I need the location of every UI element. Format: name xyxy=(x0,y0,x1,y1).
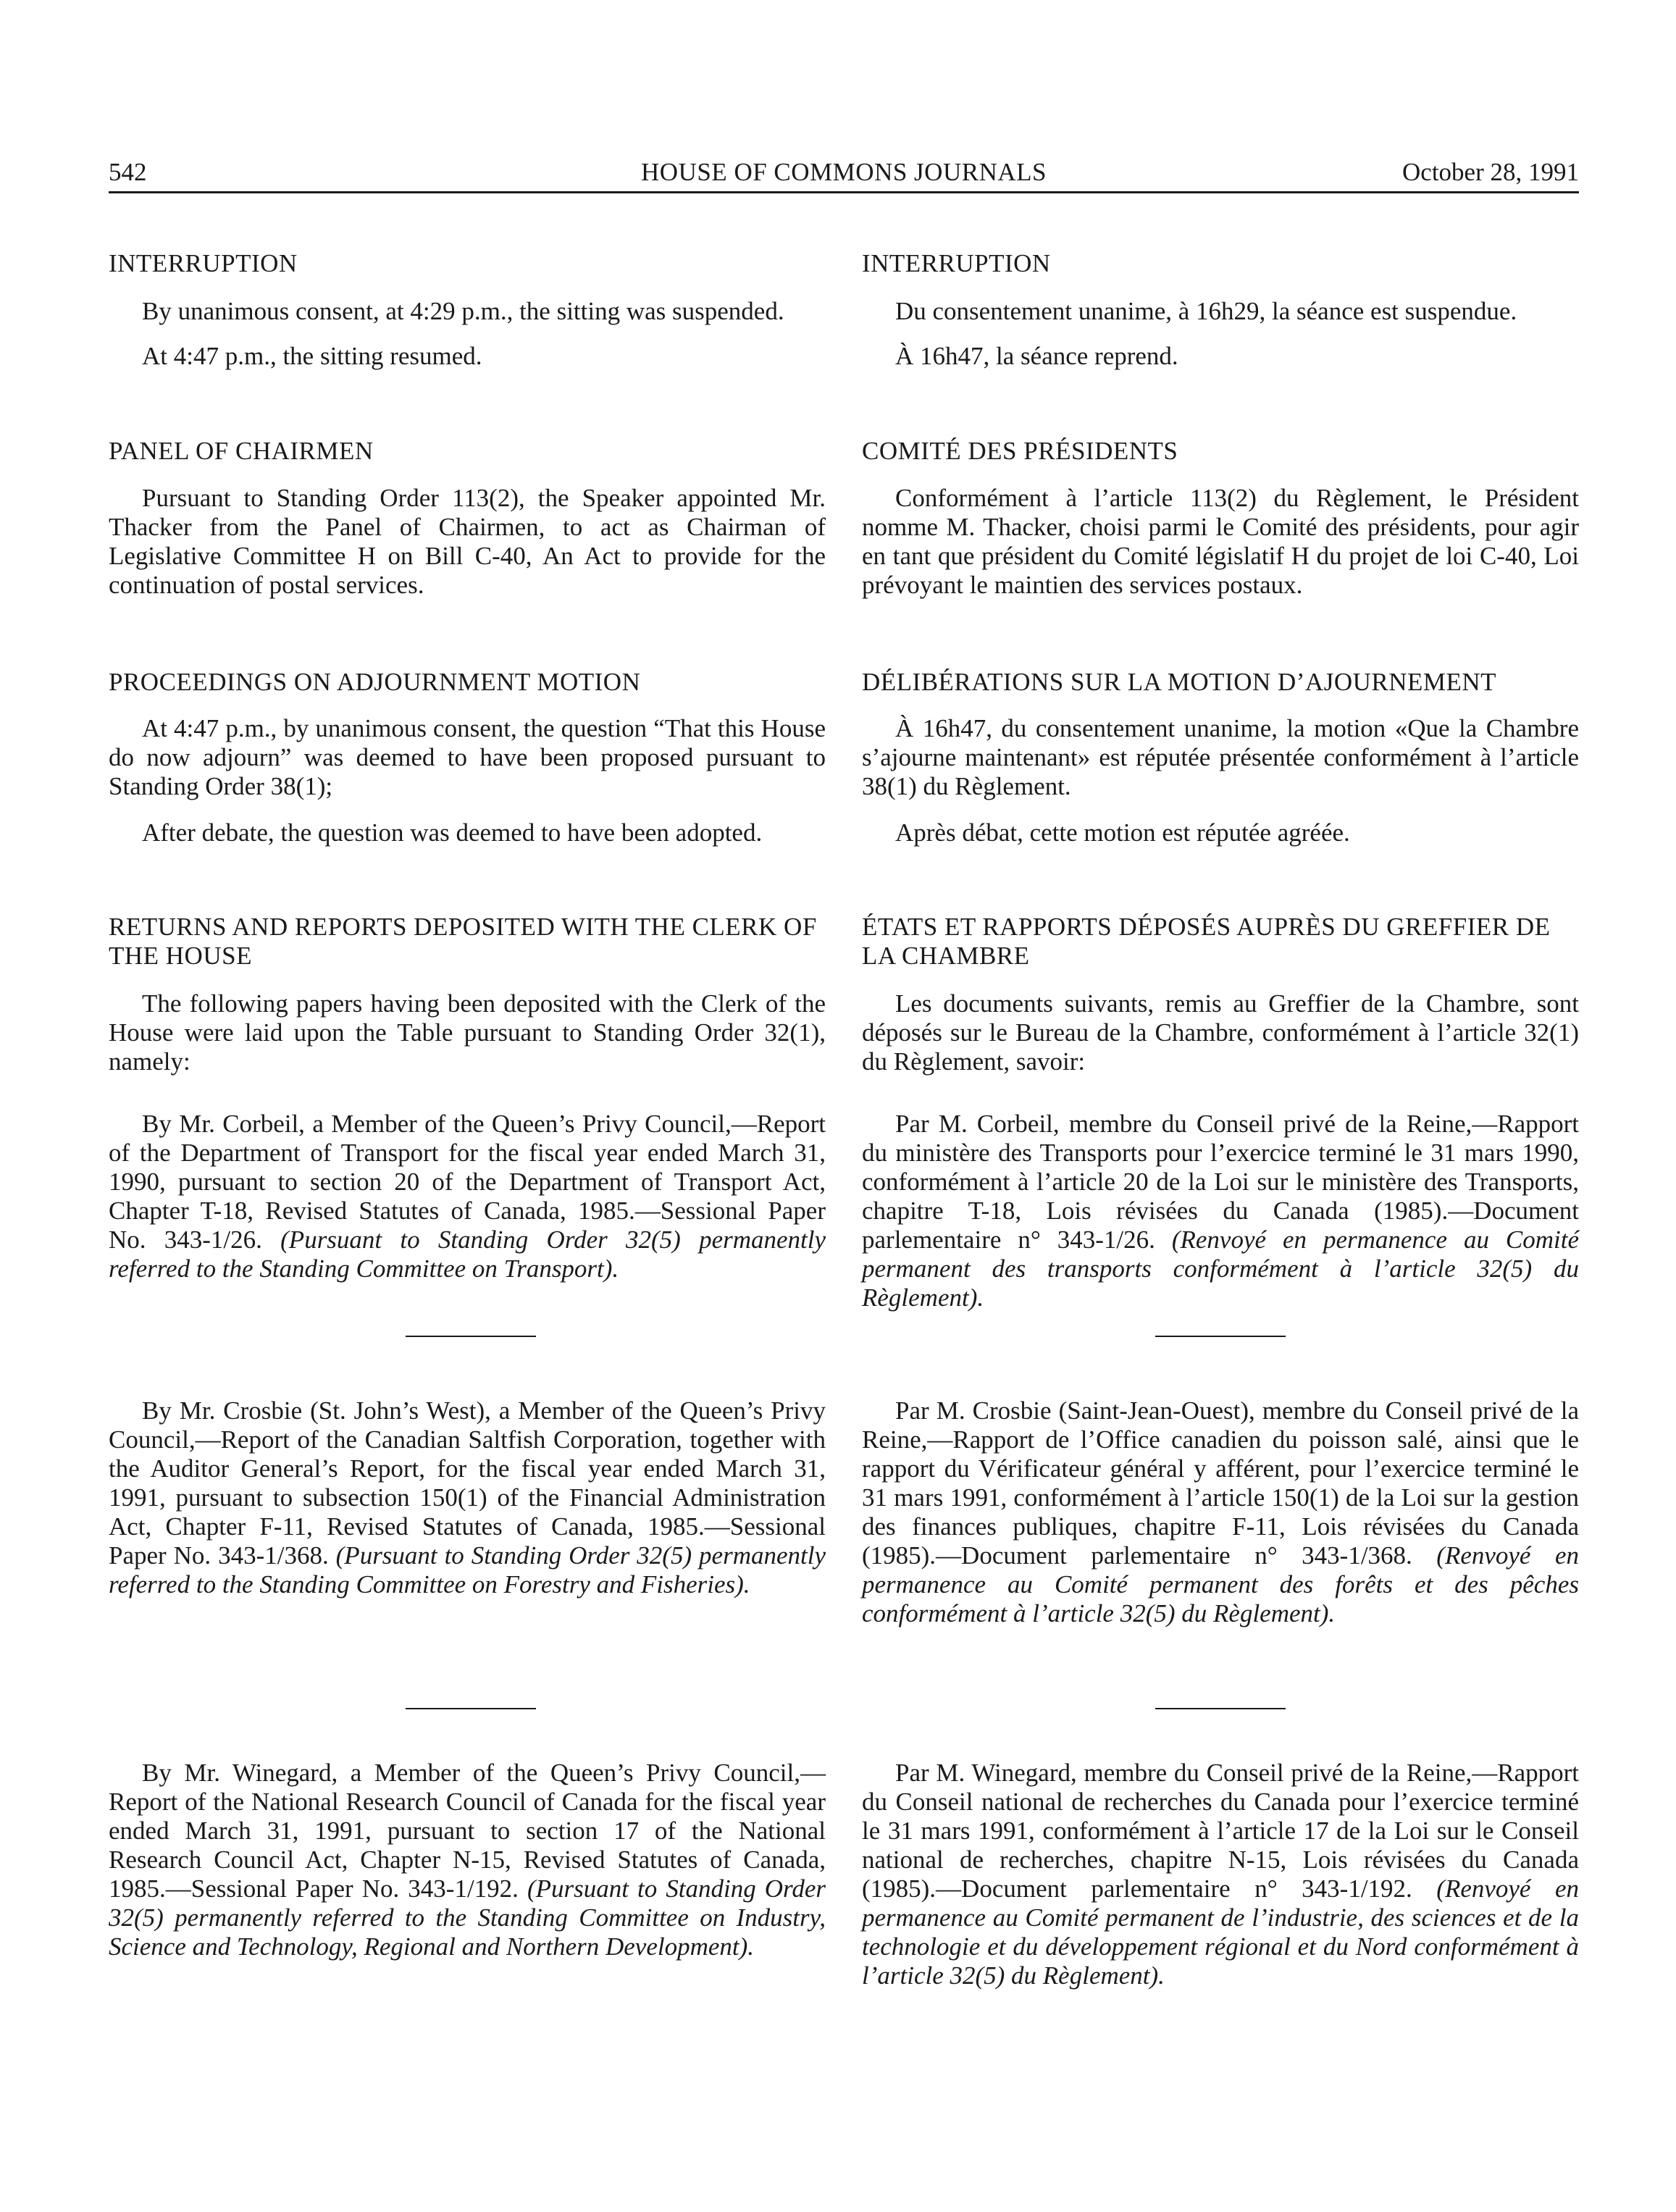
crosbie-referral-fr: (Renvoyé en permanence au Comité permanent des forêts et des pêches conformément à l’article 32(5) du Règlement). xyxy=(862,1541,1579,1627)
corbeil-referral: (Pursuant to Standing Order 32(5) permanently referred to the Standing Committee on Transport). xyxy=(109,1226,826,1283)
separator-rule xyxy=(1155,1708,1286,1709)
interruption-paragraph-1-fr: Du consentement unanime, à 16h29, la séance est suspendue. xyxy=(895,297,1517,325)
panel-heading: PANEL OF CHAIRMEN xyxy=(109,437,374,465)
winegard-text: By Mr. Winegard, a Member of the Queen’s Privy Council,—Report of the National Research Council of Canada for the fiscal year ended March 31, 1991, pursuant to section 17 of the National Research Council Act, Chapter N-15, Revised Statutes of Canada, 1985.—Sessional Paper No. 343-1/192. xyxy=(109,1759,826,1903)
crosbie-referral: (Pursuant to Standing Order 32(5) permanently referred to the Standing Committee on Forestry and Fisheries). xyxy=(109,1541,826,1599)
interruption-paragraph-2: At 4:47 p.m., the sitting resumed. xyxy=(142,342,482,370)
journal-title: HOUSE OF COMMONS JOURNALS xyxy=(641,158,1047,186)
winegard-entry xyxy=(109,1759,826,1961)
corbeil-entry xyxy=(109,1110,826,1283)
sitting-date: October 28, 1991 xyxy=(1402,158,1579,186)
separator-rule xyxy=(406,1708,536,1709)
adjournment-heading: PROCEEDINGS ON ADJOURNMENT MOTION xyxy=(109,668,641,696)
corbeil-text: By Mr. Corbeil, a Member of the Queen’s Privy Council,—Report of the Department of Transport for the fiscal year ended March 31, 1990, pursuant to section 20 of the Department of Transport Act, Chapter T-18, Revised Statutes of Canada, 1985.—Sessional Paper No. 343-1/26. xyxy=(109,1110,826,1254)
page-number: 542 xyxy=(109,158,147,186)
adjournment-heading-fr: DÉLIBÉRATIONS SUR LA MOTION D’AJOURNEMENT xyxy=(862,668,1497,696)
returns-intro: The following papers having been deposited with the Clerk of the House were laid upon the Table pursuant to Standing Order 32(1), namely: xyxy=(109,989,826,1076)
returns-heading: RETURNS AND REPORTS DEPOSITED WITH THE CLERK OF THE HOUSE xyxy=(109,913,817,970)
adjournment-paragraph-2-fr: Après débat, cette motion est réputée agréée. xyxy=(895,818,1350,847)
adjournment-paragraph-2: After debate, the question was deemed to have been adopted. xyxy=(142,818,763,847)
interruption-heading-fr: INTERRUPTION xyxy=(862,249,1051,277)
crosbie-text-fr: Par M. Crosbie (Saint-Jean-Ouest), membre du Conseil privé de la Reine,—Rapport de l’Office canadien du poisson salé, ainsi que le rapport du Vérificateur général y afférent, pour l’exercice terminé le 31 mars 1991, conformément à l’article 150(1) de la Loi sur la gestion des finances publiques, chapitre F-11, Lois révisées du Canada (1985).—Document parlementaire n° 343-1/368. xyxy=(862,1396,1579,1570)
winegard-referral: (Pursuant to Standing Order 32(5) permanently referred to the Standing Committee on Industry, Science and Technology, Regional and Northern Development). xyxy=(109,1874,826,1961)
panel-heading-fr: COMITÉ DES PRÉSIDENTS xyxy=(862,437,1178,465)
interruption-paragraph-1: By unanimous consent, at 4:29 p.m., the sitting was suspended. xyxy=(142,297,784,325)
winegard-entry-fr xyxy=(862,1759,1579,1990)
adjournment-paragraph-1: At 4:47 p.m., by unanimous consent, the question “That this House do now adjourn” was deemed to have been proposed pursuant to Standing Order 38(1); xyxy=(109,714,826,800)
panel-paragraph-fr: Conformément à l’article 113(2) du Règlement, le Président nomme M. Thacker, choisi parmi le Comité des présidents, pour agir en tant que président du Comité législatif H du projet de loi C-40, Loi prévoyant le maintien des services postaux. xyxy=(862,484,1579,599)
interruption-heading: INTERRUPTION xyxy=(109,249,298,277)
winegard-referral-fr: (Renvoyé en permanence au Comité permanent de l’industrie, des sciences et de la technologie et du développement régional et du Nord conformément à l’article 32(5) du Règlement). xyxy=(862,1874,1579,1990)
interruption-paragraph-2-fr: À 16h47, la séance reprend. xyxy=(895,342,1178,370)
returns-intro-fr: Les documents suivants, remis au Greffier de la Chambre, sont déposés sur le Bureau de la Chambre, conformément à l’article 32(1) du Règlement, savoir: xyxy=(862,989,1579,1076)
winegard-text-fr: Par M. Winegard, membre du Conseil privé de la Reine,—Rapport du Conseil national de recherches du Canada pour l’exercice terminé le 31 mars 1991, conformément à l’article 17 de la Loi sur le Conseil national de recherches, chapitre N-15, Lois révisées du Canada (1985).—Document parlementaire n° 343-1/192. xyxy=(862,1759,1579,1903)
crosbie-entry xyxy=(109,1396,826,1599)
adjournment-paragraph-1-fr: À 16h47, du consentement unanime, la motion «Que la Chambre s’ajourne maintenant» est réputée présentée conformément à l’article 38(1) du Règlement. xyxy=(862,714,1579,800)
separator-rule xyxy=(406,1336,536,1337)
crosbie-text: By Mr. Crosbie (St. John’s West), a Member of the Queen’s Privy Council,—Report of the Canadian Saltfish Corporation, together with the Auditor General’s Report, for the fiscal year ended March 31, 1991, pursuant to subsection 150(1) of the Financial Administration Act, Chapter F-11, Revised Statutes of Canada, 1985.—Sessional Paper No. 343-1/368. xyxy=(109,1396,826,1570)
returns-heading-fr: ÉTATS ET RAPPORTS DÉPOSÉS AUPRÈS DU GREFFIER DE LA CHAMBRE xyxy=(862,913,1551,970)
corbeil-referral-fr: (Renvoyé en permanence au Comité permanent des transports conformément à l’article 32(5) du Règlement). xyxy=(862,1226,1579,1312)
panel-paragraph: Pursuant to Standing Order 113(2), the Speaker appointed Mr. Thacker from the Panel of Chairmen, to act as Chairman of Legislative Committee H on Bill C-40, An Act to provide for the continuation of postal services. xyxy=(109,484,826,599)
crosbie-entry-fr xyxy=(862,1396,1579,1628)
separator-rule xyxy=(1155,1336,1286,1337)
corbeil-text-fr: Par M. Corbeil, membre du Conseil privé de la Reine,—Rapport du ministère des Transports pour l’exercice terminé le 31 mars 1990, conformément à l’article 20 de la Loi sur le ministère des Transports, chapitre T-18, Lois révisées du Canada (1985).—Document parlementaire n° 343-1/26. xyxy=(862,1110,1579,1254)
running-head xyxy=(109,155,1579,193)
corbeil-entry-fr xyxy=(862,1110,1579,1312)
